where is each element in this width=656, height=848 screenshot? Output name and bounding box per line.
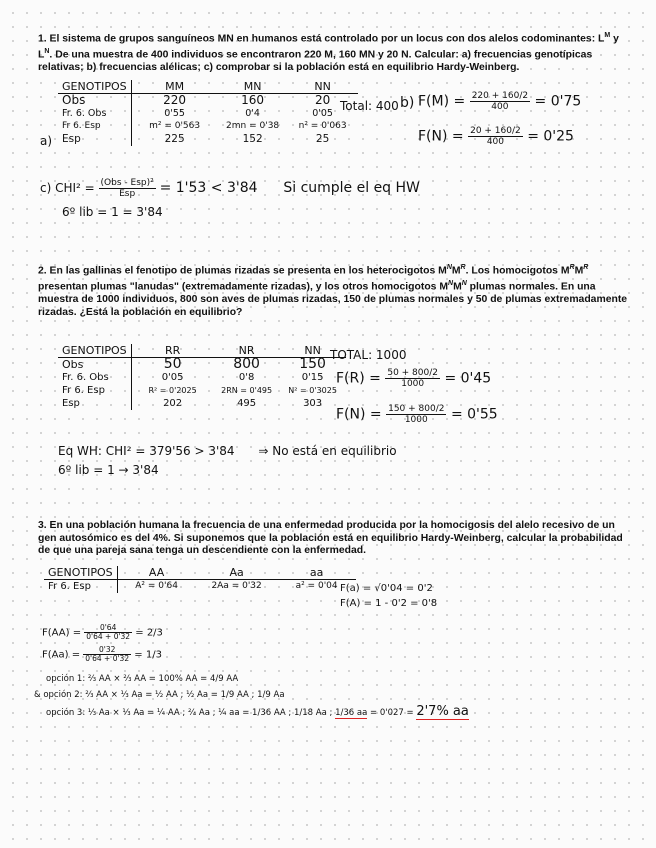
q1-freq-m: F(M) = $\frac{220 + 160/2}{400}$ = 0'75 xyxy=(418,91,582,112)
q2-freq-n: F(N) = $\frac{150 + 800/2}{1000}$ = 0'55 xyxy=(336,404,498,425)
q1-freq-n: F(N) = $\frac{20 + 160/2}{400}$ = 0'25 xyxy=(418,126,574,147)
table-cell: Esp xyxy=(58,133,131,146)
table-cell: 152 xyxy=(242,133,263,145)
table-cell: Obs xyxy=(58,94,131,108)
table-cell: A² = 0'64 xyxy=(135,581,178,591)
table-cell: Fr 6. Esp xyxy=(58,120,131,133)
table-cell: 160 xyxy=(241,93,265,107)
table-cell: 0'8 xyxy=(238,372,255,383)
table-cell: R² = 0'2025 xyxy=(148,386,197,395)
question-3-text: 3. En una población humana la frecuencia de una enfermedad producida por la homocigosis del alelo recesivo de un gen autosómico es del 4%. Si suponemos que la población está en equilibrio Hardy-Weinberg, calcular la probabilidad de que una pareja sana tenga un descendiente con la enfermedad. xyxy=(38,520,623,557)
table-cell: 2RN = 0'495 xyxy=(221,386,273,395)
table-cell: 800 xyxy=(233,356,260,372)
table-cell: Esp xyxy=(58,397,131,410)
q2-equilibrium-test: Eq WH: CHI² = 379'56 > 3'84 ⇒ No está en equilibrio xyxy=(58,444,397,458)
table-cell: N² = 0'3025 xyxy=(288,386,337,395)
table-cell: m² = 0'563 xyxy=(149,121,201,131)
table-cell: 0'05 xyxy=(161,372,184,383)
table-cell: 2mn = 0'38 xyxy=(226,121,280,131)
q3-genotype-table xyxy=(44,566,356,593)
q1-part-b-label: b) xyxy=(400,95,415,111)
table-cell: 225 xyxy=(164,133,185,145)
table-cell: n² = 0'063 xyxy=(298,121,347,131)
q2-total: TOTAL: 1000 xyxy=(330,348,407,362)
table-header: NN xyxy=(288,80,358,94)
table-cell: 2Aa = 0'32 xyxy=(211,581,262,591)
table-header: GENOTIPOS xyxy=(58,80,131,94)
table-header: Aa xyxy=(196,566,278,580)
table-header: RR xyxy=(131,344,214,358)
table-header: NN xyxy=(280,344,346,358)
table-header: GENOTIPOS xyxy=(58,344,131,358)
table-header: AA xyxy=(117,566,196,580)
table-cell: 50 xyxy=(163,356,182,372)
arrow-icon: ⇒ xyxy=(258,444,269,458)
table-cell: 150 xyxy=(299,356,326,372)
table-header: GENOTIPOS xyxy=(44,566,117,580)
table-cell: 0'4 xyxy=(245,108,260,119)
q3-final-result: 2'7% aa xyxy=(416,704,469,719)
table-cell: Fr 6. Esp xyxy=(44,580,117,594)
q1-total: Total: 400 xyxy=(340,99,399,113)
table-cell: Fr. 6. Obs xyxy=(58,371,131,384)
table-header: MN xyxy=(218,80,288,94)
question-2-text: 2. En las gallinas el fenotipo de plumas rizadas se presenta en los heterocigotos $M^NM^R$. Los homocigotos $M^RM^R$ presentan plumas "lanudas" (extremadamente rizadas), y los otros homocigotos $M^NM^N$ plumas normales. En una muestra de 1000 individuos, 800 son aves de plumas rizadas, 150 de plumas normales y 50 de plumas extremadamente rizadas. ¿Está la población en equilibrio? xyxy=(38,264,628,318)
table-cell: 495 xyxy=(237,398,257,409)
q2-freq-r: F(R) = $\frac{50 + 800/2}{1000}$ = 0'45 xyxy=(336,368,492,389)
q1-degrees-freedom: 6º lib = 1 = 3'84 xyxy=(62,205,163,219)
q3-option-2: & opción 2: ⅔ AA × ⅓ Aa = ½ AA ; ½ Aa = 1/9 AA ; 1/9 Aa xyxy=(34,690,285,700)
table-cell: 20 xyxy=(314,93,331,107)
q1-part-a-label: a) xyxy=(40,134,53,148)
q2-degrees-freedom: 6º lib = 1 → 3'84 xyxy=(58,463,159,477)
q2-genotype-table xyxy=(58,344,346,410)
table-cell: 0'05 xyxy=(312,108,333,119)
table-cell: 303 xyxy=(303,398,323,409)
table-header: NR xyxy=(214,344,280,358)
table-cell: 202 xyxy=(163,398,183,409)
table-cell: Fr 6. Esp xyxy=(58,384,131,397)
table-cell: 0'15 xyxy=(301,372,324,383)
table-header: aa xyxy=(278,566,356,580)
q3-freq-A: F(A) = 1 - 0'2 = 0'8 xyxy=(340,598,438,609)
table-cell: 25 xyxy=(315,133,330,145)
q1-genotype-table xyxy=(58,80,358,146)
table-cell: Fr. 6. Obs xyxy=(58,107,131,120)
table-cell: 0'55 xyxy=(164,108,185,119)
table-cell: a² = 0'04 xyxy=(295,581,338,591)
q3-freq-AA: F(AA) = $\frac{0'64}{0'64 + 0'32}$ = 2/3 xyxy=(42,623,163,641)
q3-option-1: opción 1: ⅔ AA × ⅔ AA = 100% AA = 4/9 AA xyxy=(46,674,239,684)
table-header: MM xyxy=(131,80,218,94)
q3-option-3: opción 3: ⅓ Aa × ⅓ Aa = ¼ AA ; ²⁄₄ Aa ; ¼ aa = 1/36 AA ; 1/18 Aa ; 1/36 aa = 0'027 = 2'7% aa xyxy=(46,704,469,719)
question-1-text: 1. El sistema de grupos sanguíneos MN en humanos está controlado por un locus con dos alelos codominantes: $L^M$ y $L^N$. De una muestra de 400 individuos se encontraron 220 M, 160 MN y 20 N. Calcular: a) frecuencias genotípicas relativas; b) frecuencias alélicas; c) comprobar si la población está en equilibrio Hardy-Weinberg. xyxy=(38,32,619,74)
q1-chi-square: c) CHI² = $\frac{\text{(Obs - Esp)²}}{\text{Esp}}$ = 1'53 < 3'84 Si cumple el eq HW xyxy=(40,178,420,199)
q3-freq-Aa: F(Aa) = $\frac{0'32}{0'64 + 0'32}$ = 1/3 xyxy=(42,645,162,663)
q3-freq-a: F(a) = √0'04 = 0'2 xyxy=(340,583,433,594)
table-cell: 220 xyxy=(163,93,187,107)
table-cell: Obs xyxy=(58,358,131,372)
